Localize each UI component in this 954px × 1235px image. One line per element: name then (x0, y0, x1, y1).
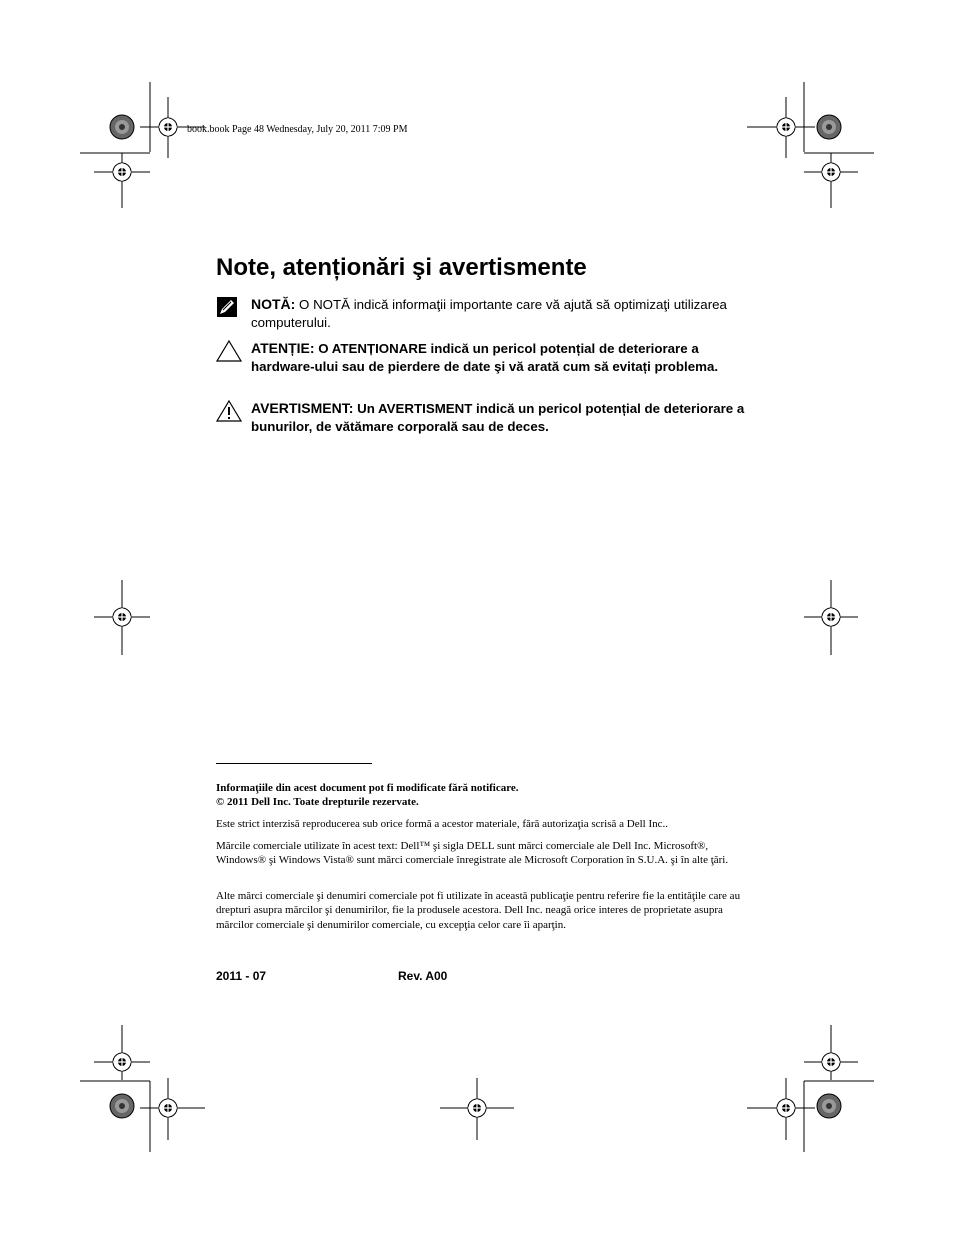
legal-copyright: © 2011 Dell Inc. Toate drepturile rezervate. (216, 796, 419, 809)
footer-revision: Rev. A00 (398, 969, 448, 983)
warning-exclamation-icon (216, 400, 242, 427)
warning-label: AVERTISMENT: (251, 400, 354, 416)
legal-other-trademarks: Alte mărci comerciale şi denumiri comerciale pot fi utilizate în această publicaţie pentru referire fie la entităţile care au drepturi asupra mărcilor şi denumirilor, fie la produsele acestora. Dell Inc. neagă orice interes de proprietate asupra mărcilor comerciale şi denumirilor comerciale, cu excepţia celor care îi aparţin. (216, 890, 741, 931)
legal-heading (216, 781, 746, 810)
caution-notice (216, 340, 746, 375)
note-label: NOTĂ: (251, 296, 296, 312)
page-title: Note, atenționări şi avertismente (216, 254, 587, 281)
legal-reproduction: Este strict interzisă reproducerea sub orice formă a acestor materiale, fără autorizaţia scrisă a Dell Inc.. (216, 818, 668, 830)
note-notice (216, 296, 746, 331)
legal-change-notice: Informaţiile din acest document pot fi modificate fără notificare. (216, 782, 519, 794)
caution-text: O ATENȚIONARE indică un pericol potențial de deteriorare a hardware-ului sau de pierdere de date şi vă arată cum să evitați problema. (251, 341, 719, 374)
print-header: book.book Page 48 Wednesday, July 20, 2011 7:09 PM (187, 124, 408, 135)
footer-date: 2011 - 07 (216, 969, 267, 983)
caution-triangle-icon (216, 340, 242, 367)
warning-notice (216, 400, 746, 435)
caution-label: ATENȚIE: (251, 340, 315, 356)
legal-trademarks: Mărcile comerciale utilizate în acest text: Dell™ şi sigla DELL sunt mărci comerciale ale Dell Inc. Microsoft®, Windows® şi Windows Vista® sunt mărci comerciale înregistrate ale Microsoft Corporation în S.U.A. şi în alte ţări. (216, 840, 729, 867)
warning-text: Un AVERTISMENT indică un pericol potențial de deteriorare a bunurilor, de vătămare corporală sau de deces. (251, 401, 745, 434)
note-text: O NOTĂ indică informaţii importante care vă ajută să optimizaţi utilizarea computerului. (251, 297, 727, 330)
footnote-divider (216, 763, 372, 764)
note-pencil-icon (216, 296, 238, 323)
